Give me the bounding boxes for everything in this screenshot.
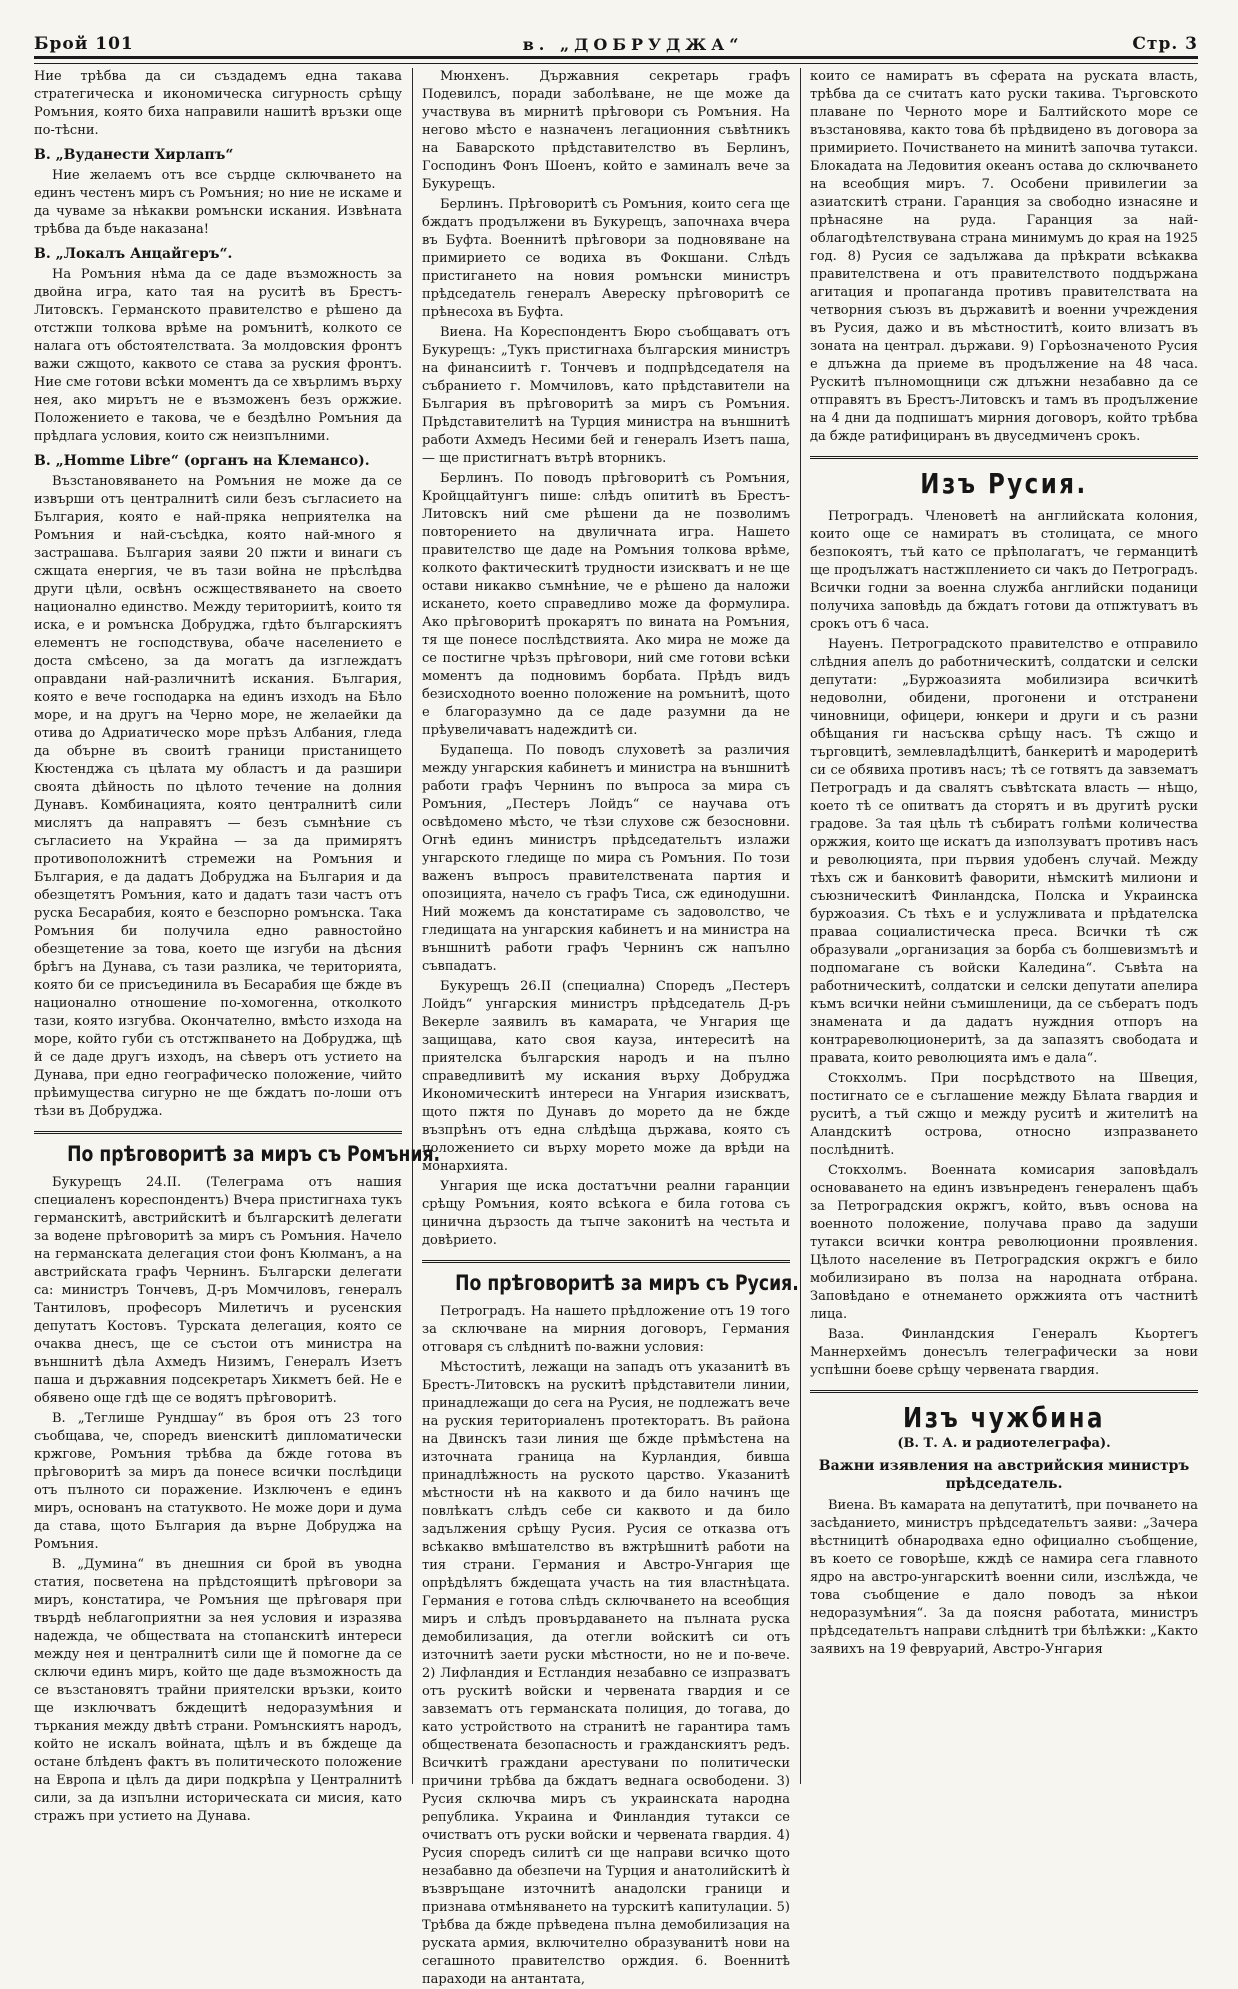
article-paragraph: Стокхолмъ. Военната комисария заповѣдалъ основаването на единъ извънреденъ генераленъ щабъ за Петроградския окржгъ, който, въвъ основа на военното положение, получава право да задуши тутакси всички контра революционни проявления. Цѣлото население въ Петроградския окржгъ е било мобилизирано въ полза на народната отбрана. Заповѣдано е отнемането оржжията отъ частнитѣ лица. — [810, 1163, 1198, 1322]
article-paragraph: Виена. На Кореспондентъ Бюро съобщаватъ отъ Букурещъ: „Тукъ пристигнаха българския министръ на финансиитѣ г. Тончевъ и подпрѣдседателя на събранието г. Момчиловъ, като прѣдставители на България въ прѣговоритѣ за миръ съ Ромъния. Прѣдставителитѣ на Турция министра на външнитѣ работи Ахмедъ Несими бей и генералъ Изетъ паша,— ще пристигнатъ вътрѣ вторникъ. — [422, 325, 790, 466]
article-paragraph: Букурещъ 24.II. (Телеграма отъ нашия специаленъ кореспондентъ) Вчера пристигнаха тукъ германскитѣ, австрийскитѣ и българскитѣ делегати за водене прѣговоритѣ за миръ съ Ромъния. Начело на германската делегация стои фонъ Кюлманъ, а на австрийската графъ Чернинъ. Български делегати са: министръ Тончевъ, Д-ръ Момчиловъ, генералъ Тантиловъ, професоръ Милетичъ и русенския депутатъ Костовъ. Турската делегация, която се очаква днесъ, ще се състои отъ министра на външнитѣ дѣла Ахмедъ Низимъ, Генералъ Изетъ паша и държавния подсекретаръ Хикметъ бей. Не е обявено още гдѣ ще се водятъ прѣговоритѣ. — [34, 1175, 402, 1406]
article-paragraph: На Ромъния нѣма да се даде възможность за двойна игра, като тая на руситѣ въ Брестъ-Литовскъ. Германското правителство е рѣшено да отстжпи толкова врѣме на ромънитѣ, колкото се налага отъ обстоятелствата. За молдовския фронтъ важи сжщото, каквото се става за руския фронтъ. Ние сме готови всѣки моментъ да се хвърлимъ върху нея, ако мирътъ не е възможенъ безъ оржжие. Положението е такова, че е бездѣлно Ромъния да прѣдлага условия, които сж неизпълними. — [34, 267, 402, 444]
section-title: По прѣговоритѣ за миръ съ Русия. — [455, 1271, 799, 1295]
article-paragraph: Възстановяването на Ромъния не може да се извърши отъ централнитѣ сили безъ съгласието на България, която е най-пряка неприятелка на Ромъния и най-съсѣдка, която най-много я застрашава. България заяви 20 пжти и винаги съ сжщата енергия, че въ тази война не прѣслѣдва други цѣли, освѣнъ осжществяването на своето национално единство. Между териториитѣ, които тя иска, е и ромънска Добруджа, гдѣто българскиятъ елементъ не господствува, обаче населението е доста смѣсено, за да могатъ да изглеждатъ оправдани най-различнитѣ искания. България, която е вече господарка на единъ изходъ на Бѣло море, и на другъ на Черно море, не желаейки да отива до Адриатическо море прѣзъ Албания, гледа да обърне въ своитѣ граници пристанището Кюстенджа съ цѣлата му областъ и да разшири своята дѣйность по цѣлото течение на долния Дунавъ. Комбинацията, която централнитѣ сили мислятъ да направятъ — безъ съмнѣние съ съгласието на Украйна — за да примирятъ противоположнитѣ стремежи на Ромъния и България, е да дадатъ Добруджа на България и да обезщетятъ Ромъния, като и дадатъ тази частъ отъ руска Бесарабия, която е безспорно ромънска. Така Ромъния би получила едно равностойно обезщетение за това, което ще изгуби на дѣсния брѣгъ на Дунава, съ тази разлика, че територията, която би се присъединила въ Бесарабия ще бжде въ национално отношение по-хомогенна, отколкото тази, която изгубва. Окончателно, вмѣсто изхода на море, който губи съ отстжпването на Добруджа, щѣ й се даде другъ изходъ, на сѣверъ отъ устието на Дунава, при едно географическо положение, чийто прѣимущества сигурно не ще бждатъ по-лоши отъ тѣзи въ Добруджа. — [34, 474, 402, 1119]
article-paragraph: Стокхолмъ. При посрѣдството на Швеция, постигнато се е съглашение между Бѣлата гвардия и руситѣ, а тъй сжщо и между руситѣ и жителитѣ на Аландскитѣ острова, относно изпразването послѣднитѣ. — [810, 1071, 1198, 1158]
source-heading: В. „Локалъ Анцайгеръ“. — [34, 246, 233, 262]
newspaper-page — [34, 14, 1198, 1987]
column-divider — [800, 68, 801, 1784]
section-title: Изъ Русия. — [920, 467, 1088, 500]
section-title: Изъ чужбина — [903, 1401, 1105, 1434]
article-paragraph: Виена. Въ камарата на депутатитѣ, при почването на засѣданието, министръ прѣдседательтъ заяви: „Зачера вѣстницитѣ обнародваха едно официално съобщение, въ което се говорѣше, кждѣ се намира сега главното ядро на австро-унгарскитѣ военни сили, изслѣжда, че това съобщение е дало поводъ за нѣкои недоразумѣния“. За да поясня работата, министръ прѣдседательтъ направи слѣднитѣ три бѣлѣжки: „Както заявихъ на 19 февруарий, Австро-Унгария — [810, 1498, 1198, 1657]
article-subheading: Важни изявления на австрийския министръ прѣдседатель. — [818, 1458, 1190, 1492]
section-rule — [810, 456, 1198, 461]
masthead — [34, 14, 1198, 54]
source-heading: В. „Homme Libre“ (органъ на Клемансо). — [34, 453, 370, 469]
article-paragraph: Науенъ. Петроградското правителство е отправило слѣдния апелъ до работническитѣ, солдатски и селски депутати: „Буржоазията мобилизира всичкитѣ недоволни, обидени, прогонени и отстранени чиновници, офицери, юнкери и други и съ разни обѣщания ги насъсква срѣщу насъ. Тѣ сжщо и търговцитѣ, землевладѣлцитѣ, банкеритѣ и мародеритѣ си се обявиха противъ насъ; тѣ се готвятъ да завзематъ Петроградъ и да свалятъ съвѣтската власть — нѣщо, което тѣ се опитватъ да сторятъ и въ другитѣ руски градове. За тая цѣль тѣ събиратъ голѣми количества оржжия, които ще искатъ да използуватъ противъ насъ и революцията, при първия удобенъ случай. Между тѣхъ сж и банковитѣ фаворити, нѣмскитѣ милиони и съюзническитѣ Финландска, Полска и Украинска буржоазия. Съ тѣхъ е и услужливата и прѣдателска праваа социалистическа преса. Всички тѣ сж образували „организация за борба съ болшевизмътѣ и подпомагане съ войски Каледина“. Съвѣта на работническитѣ, солдатски и селски депутати апелира къмъ всички нейни съмишленици, да се събератъ подъ знамената и да дадатъ нуждния отпоръ на контрареволюционеритѣ, за да запазятъ свободата и правата, които революцията имъ е дала“. — [810, 637, 1198, 1066]
column-2 — [422, 68, 799, 1987]
article-paragraph: Ние трѣбва да си създадемъ една такава стратегическа и икономическа сигурность срѣщу Ромъния, която биха направили нашитѣ връзки още по-тѣсни. — [34, 69, 402, 138]
article-paragraph: Унгария ще иска достатъчни реални гаранции срѣщу Ромъния, която всѣкога е била готова съ цинична дързость да тъпче законитѣ на честьта и довѣрието. — [422, 1179, 790, 1248]
column-divider — [412, 68, 413, 1784]
article-paragraph: Мѣстоститѣ, лежащи на западъ отъ указанитѣ въ Брестъ-Литовскъ на рускитѣ прѣдставители линии, принадлежащи до сега на Русия, не подлежатъ вече на руския териториаленъ протекторатъ. Въ района на Двинскъ тази линия ще бжде прѣмѣстена на източната граница на Курландия, бивша принадлѣжность на руското царство. Указанитѣ мѣстности нѣ на каквото и да било начинъ ще повлѣкатъ слѣдъ себе си каквото и да било задължения срѣщу Русия. Русия се отказва отъ всѣкакво вмѣшателство въ вжтрѣшнитѣ работи на тия страни. Германия и Австро-Унгария ще опрѣдѣлятъ бждещата участь на тия властнѣцата. Германия е готова слѣдъ сключването на всеобщия миръ и слѣдъ провърдаването на пълната руска демобилизация, да отегли войскитѣ си отъ източнитѣ заети руски мѣстности, но не и по-вече. 2) Лифландия и Естландия незабавно се изпразватъ отъ рускитѣ войски и червената гвардия и се завзематъ отъ германската полиция, до тогава, до като устройството на странитѣ не гарантира тамъ обществената безопасность и гражданскиятъ редъ. Всичкитѣ граждани арестувани по политически причини трѣбва да бждатъ веднага освободени. 3) Русия сключва миръ съ украинската народна република. Украина и Финландия тутакси се очистватъ отъ руски войски и червената гвардия. 4) Русия споредъ силитѣ си ще направи всичко щото незабавно да обезпечи на Турция и анатолийскитѣ ѝ възвръщане източнитѣ анадолски граници и признава отмѣняването на турскитѣ капитулации. 5) Трѣбва да бжде прѣведена пълна демобилизация на руската армия, включително образуванитѣ нови на сегашното правителство орждия. 6. Военнитѣ параходи на антантата, — [422, 1360, 790, 1987]
newspaper-name: в. „ДОБРУДЖА“ — [522, 35, 744, 54]
article-paragraph: Букурещъ 26.II (специална) Споредъ „Пестеръ Лойдъ“ унгарския министръ прѣдседатель Д-ръ Векерле заявилъ въ камарата, че Унгария ще защищава, като своя кауза, интереситѣ на приятелска българския народъ и на пълно справедливитѣ му искания върху Добруджа Икономическитѣ интереси на Унгария изискватъ, щото пжтя по Дунавъ до морето да не бжде възпрѣнъ отъ една слѣдѣща държава, която съ положението си върху морето може да врѣди на монархията. — [422, 979, 790, 1174]
article-paragraph: Берлинъ. Прѣговоритѣ съ Ромъния, които сега ще бждатъ продължени въ Букурещъ, започнаха вчера въ Буфта. Военнитѣ прѣговори за подновяване на примирието се водиха въ Фокшани. Слѣдъ пристигането на новия ромънски министръ прѣдседатель генералъ Авереску прѣговоритѣ се прѣнесоха въ Буфта. — [422, 197, 790, 320]
header-rule — [34, 56, 1198, 64]
article-paragraph: В. „Думина“ въ днешния си брой въ уводна статия, посветена на прѣдстоящитѣ прѣговори за миръ, констатира, че Ромъния ще прѣговаря при твърдѣ неблагоприятни за нея условия и изразява надежда, че обществата на стопанскитѣ интереси между нея и централнитѣ сили ще й помогне да се сключи единъ миръ, който ще даде възможность да се възстановятъ трайни приятелски връзки, които ще изключватъ бждещитѣ недоразумѣния и търкания между двѣтѣ страни. Ромънскиятъ народъ, който не искалъ войната, щѣлъ и въ бждеще да остане блѣденъ фактъ въ политическото положение на Европа и цѣлъ да дири подкрѣпа у Централнитѣ сили, за да изпълни историческата си мисия, като стражъ при устието на Дунава. — [34, 1557, 402, 1824]
article-paragraph: Мюнхенъ. Държавния секретарь графъ Подевилсъ, поради заболѣване, не ще може да участвува въ мирнитѣ прѣговори съ Ромъния. На негово мѣсто е назначенъ легационния съвѣтникъ на Баварското прѣдставителство въ Берлинъ, Господинъ Фонъ Шоенъ, който е заминалъ вече за Букурещъ. — [422, 69, 790, 192]
article-paragraph: Ние желаемъ отъ все сърдце сключването на единъ честенъ миръ съ Ромъния; но ние не искаме и да чуваме за нѣкакви ромънски искания. Извѣната трѣбва да бъде наказана! — [34, 168, 402, 237]
source-heading: В. „Вуданести Хирлапъ“ — [34, 147, 234, 163]
section-rule — [810, 1390, 1198, 1395]
article-paragraph: Ваза. Финландския Генералъ Кьортегъ Маннерхеймъ донесълъ телеграфически за нови успѣшни боеве срѣщу червената гвардия. — [810, 1327, 1198, 1378]
column-1 — [34, 68, 441, 1824]
section-rule — [34, 1131, 402, 1136]
article-paragraph: В. „Теглише Рундшау“ въ броя отъ 23 того съобщава, че, споредъ виенскитѣ дипломатически кржгове, Ромъния трѣбва да бжде готова въ прѣговоритѣ за миръ да понесе всички послѣдици отъ пълното си поражение. Изключенъ е единъ миръ, основанъ на статуквото. Не може дори и дума да става, щото България да върне Добруджа на Ромъния. — [34, 1411, 402, 1552]
article-paragraph: Берлинъ. По поводъ прѣговоритѣ съ Ромъния, Кройццайтунгъ пише: слѣдъ опититѣ въ Брестъ-Литовскъ ний сме рѣшени да не позволимъ повторението на двуличната игра. Нашето правителство ще даде на Ромъния толкова врѣме, колкото фактическитѣ трудности изискватъ и не ще остави никакво съмнѣние, че е рѣшено да наложи искането, което справедливо може да формулира. Ако прѣговоритѣ прокарятъ по вината на Ромъния, тя ще понесе послѣдствията. Ако мира не може да се постигне чрѣзъ прѣговори, ний сме готови всѣки моментъ да подновимъ борбата. Прѣдъ видъ безисходното военно положение на ромънитѣ, щото е благоразумно да се даде разумни да не прѣувеличаватъ надеждитѣ си. — [422, 471, 790, 738]
article-paragraph: Будапеща. По поводъ слуховетѣ за различия между унгарския кабинетъ и министра на външнитѣ работи графъ Чернинъ по въпроса за мира съ Ромъния, „Пестеръ Лойдъ“ се научава отъ освѣдомено мѣсто, че тѣзи слухове сж безосновни. Огнѣ единъ министръ прѣдседательтъ излажи унгарското гледище по мира съ Ромъния. По този важенъ въпросъ правителствената партия и опозицията, начело съ графъ Тиса, сж единодушни. Ний можемъ да констатираме съ задоволство, че гледищата на унгарския кабинетъ и на министра на външнитѣ работи графъ Чернинъ сж напълно съвпадатъ. — [422, 743, 790, 974]
section-title: По прѣговоритѣ за миръ съ Ромъния. — [67, 1142, 441, 1166]
article-paragraph: Петроградъ. Членоветѣ на английската колония, които още се намиратъ въ столицата, се много безпокоятъ, тъй като се прѣполагатъ, че германцитѣ ще продължатъ настжплението си чакъ до Петроградъ. Всички годни за военна служба английски поданици получиха заповѣдь да бждатъ готови да отпжтуватъ въ срокъ отъ 6 часа. — [810, 509, 1198, 632]
page-number: Стр. 3 — [1132, 34, 1198, 54]
section-subtitle: (В. Т. А. и радиотелеграфа). — [897, 1436, 1111, 1451]
issue-number: Брой 101 — [34, 34, 134, 54]
column-3 — [810, 68, 1198, 1788]
article-paragraph: които се намиратъ въ сферата на руската власть, трѣбва да се считатъ като руски такива. Търговското плаване по Черното море и Балтийското море се възстановява, както това бѣ прѣдвидено въ договора за примирието. Почистването на минитѣ започва тутакси. Блокадата на Ледовития океанъ остава до сключването на всеобщия миръ. 7. Особени привилегии за азиатскитѣ страни. Гаранция за свободно изнасяне и прѣнасяне на руда. Гаранция за най-облагодѣтелствувана страна минимумъ до края на 1925 год. 8) Русия се задължава да прѣкрати всѣкаква правителствена и отъ правителството поддържана агитация и пропаганда противъ правителствата на четворния съюзъ въ държавитѣ и военни учреждения въ Русия, дажо и въ мѣстноститѣ, които влизатъ въ зоната на централ. държави. 9) Горѣозначеното Русия е длъжна да приеме въ продължение на 48 часа. Рускитѣ пълномощници сж длъжни незабавно да се отправятъ въ Брестъ-Литовскъ и тамъ въ продължение на 4 дни да подпишатъ мирния договоръ, който трѣбва да бжде ратифициранъ въ двуседмиченъ срокъ. — [810, 69, 1198, 444]
article-paragraph: Петроградъ. На нашето прѣдложение отъ 19 того за сключване на мирния договоръ, Германия отговаря съ слѣднитѣ по-важни условия: — [422, 1304, 790, 1355]
section-rule — [422, 1260, 790, 1265]
